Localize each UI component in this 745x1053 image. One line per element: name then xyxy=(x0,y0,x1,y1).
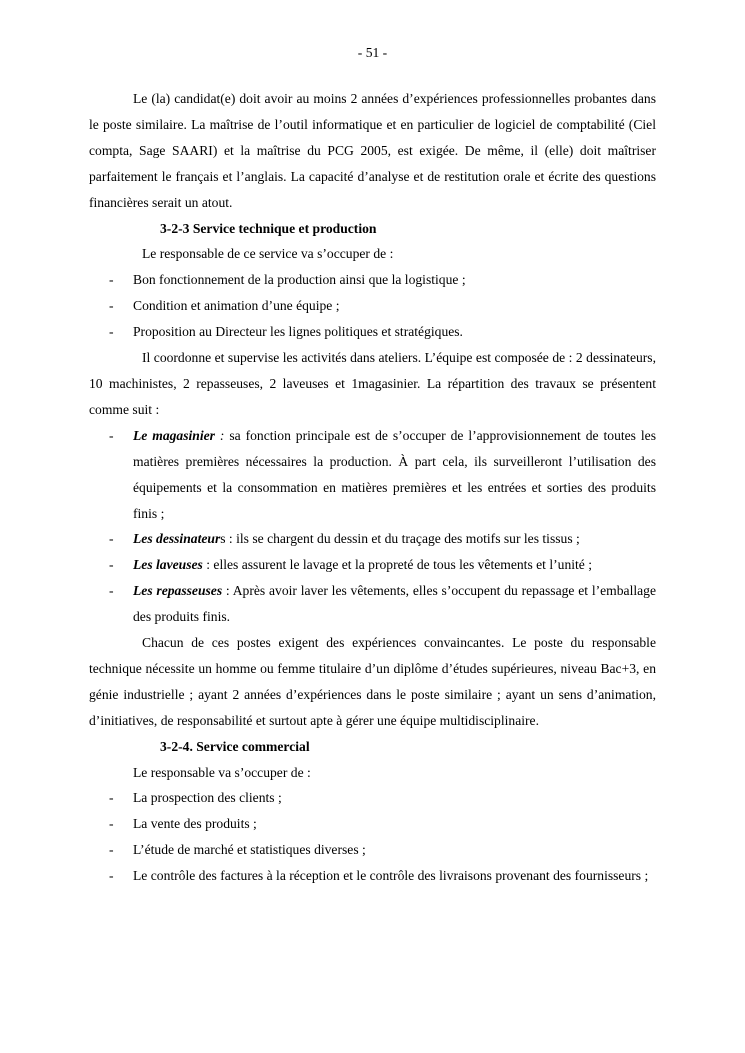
list-item: - Proposition au Directeur les lignes politiques et stratégiques. xyxy=(89,319,656,345)
roles-list xyxy=(89,423,656,630)
role-description: : elles assurent le lavage et la propreté de tous les vêtements et l’unité ; xyxy=(202,557,593,573)
list-dash: - xyxy=(109,531,114,547)
section-heading-commercial: 3-2-4. Service commercial xyxy=(160,738,310,754)
list-dash: - xyxy=(109,790,114,806)
team-paragraph: Il coordonne et supervise les activités dans ateliers. L’équipe est composée de : 2 dessinateurs, 10 machinistes, 2 repasseuses, 2 laveuses et 1magasinier. La répartition des travaux se présentent comme suit : xyxy=(89,350,656,417)
list-item: - Condition et animation d’une équipe ; xyxy=(89,293,656,319)
document-body xyxy=(89,86,656,889)
role-term: Le magasinier xyxy=(133,427,215,443)
list-dash: - xyxy=(109,427,114,443)
list-item: - L’étude de marché et statistiques diverses ; xyxy=(89,837,656,863)
list-dash: - xyxy=(109,583,114,599)
role-term: Les dessinateur xyxy=(133,531,221,547)
list-item: - Le contrôle des factures à la réception et le contrôle des livraisons provenant des fournisseurs ; xyxy=(89,863,656,889)
section-lead-commercial: Le responsable va s’occuper de : xyxy=(133,764,311,780)
list-item: - Bon fonctionnement de la production ainsi que la logistique ; xyxy=(89,267,656,293)
list-dash: - xyxy=(109,557,114,573)
role-term: Les laveuses xyxy=(133,557,203,573)
role-description: : Après avoir laver les vêtements, elles s’occupent du repassage et l’emballage des produits finis. xyxy=(133,583,656,625)
list-item: - La prospection des clients ; xyxy=(89,785,656,811)
list-dash: - xyxy=(109,842,114,858)
section-lead-technique: Le responsable de ce service va s’occuper de : xyxy=(142,246,394,262)
list-dash: - xyxy=(109,298,114,314)
list-item: - La vente des produits ; xyxy=(89,811,656,837)
role-item-dessinateurs: - Les dessinateurs : ils se chargent du dessin et du traçage des motifs sur les tissus ; xyxy=(89,526,656,552)
role-item-magasinier: - Le magasinier : sa fonction principale est de s’occuper de l’approvisionnement de toutes les matières premières nécessaires la production. À part cela, ils surveilleront l’utilisation des équipements et la consommation en matières premières et les entrées et sorties des produits finis ; xyxy=(89,423,656,527)
role-description: sa fonction principale est de s’occuper de l’approvisionnement de toutes les matières premières nécessaires la production. À part cela, ils surveilleront l’utilisation des équipements et la consommation en matières premières et les entrées et sorties des produits finis ; xyxy=(133,427,656,521)
responsibilities-list-commercial xyxy=(89,785,656,889)
role-item-laveuses xyxy=(89,552,656,578)
role-term: Les repasseuses xyxy=(133,583,223,599)
responsibilities-list-technique xyxy=(89,267,656,345)
list-dash: - xyxy=(109,272,114,288)
section-heading-technique: 3-2-3 Service technique et production xyxy=(160,220,377,236)
page-number: - 51 - xyxy=(357,45,388,60)
list-dash: - xyxy=(109,324,114,340)
intro-paragraph: Le (la) candidat(e) doit avoir au moins 2 années d’expériences professionnelles probantes dans le poste similaire. La maîtrise de l’outil informatique et en particulier de logiciel de comptabilité (Ciel compta, Sage SAARI) et la maîtrise du PCG 2005, est exigée. De même, il (elle) doit maîtriser parfaitement le français et l’anglais. La capacité d’analyse et de restitution orale et écrite des questions financières serait un atout. xyxy=(89,91,656,210)
list-dash: - xyxy=(109,868,114,884)
role-item-repasseuses xyxy=(89,578,656,630)
role-description: : ils se chargent du dessin et du traçage des motifs sur les tissus ; xyxy=(225,531,580,547)
closing-paragraph: Chacun de ces postes exigent des expériences convaincantes. Le poste du responsable technique nécessite un homme ou femme titulaire d’un diplôme d’études supérieures, niveau Bac+3, en génie industrielle ; ayant 2 années d’expériences dans le poste similaire ; ayant un sens d’animation, d’initiatives, de responsabilité et surtout apte à gérer une équipe multidisciplinaire. xyxy=(89,635,656,728)
list-dash: - xyxy=(109,816,114,832)
